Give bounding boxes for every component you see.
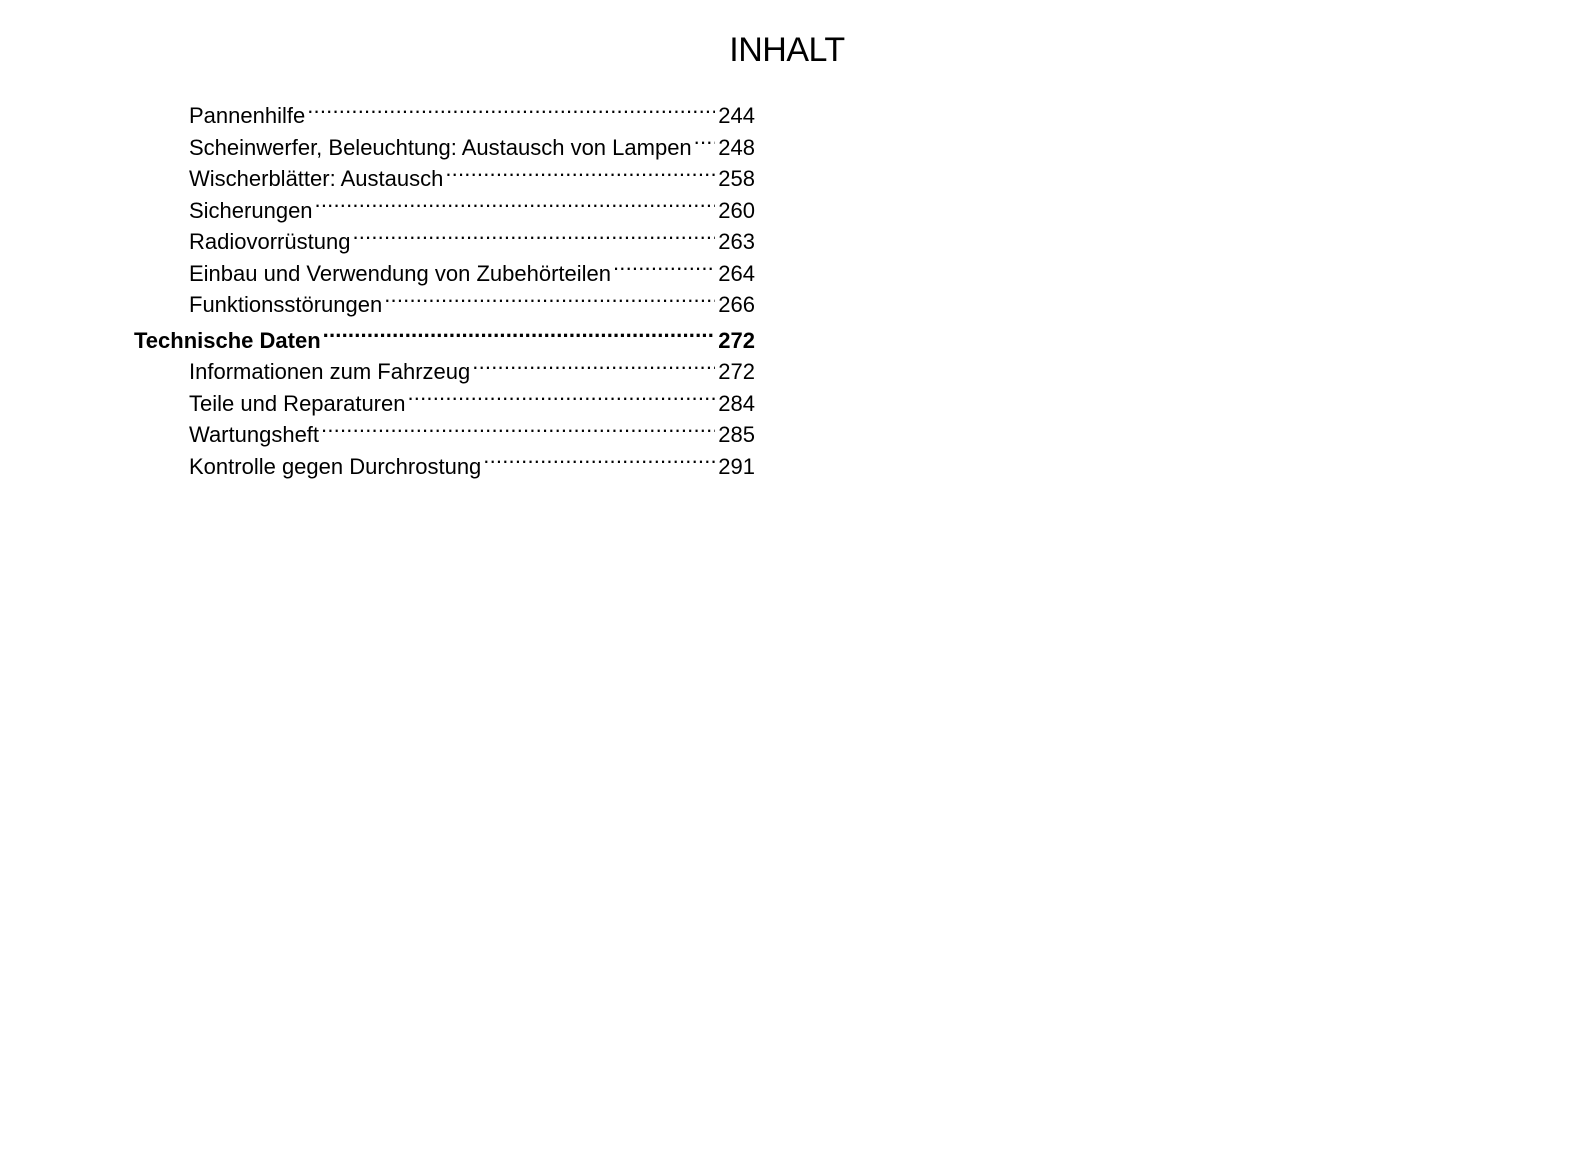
toc-entry-page: 266: [718, 292, 755, 317]
toc-entry-page: 284: [718, 390, 755, 416]
toc-entry-label: Kontrolle gegen Durchrostung: [189, 453, 482, 479]
dot-leader: [315, 196, 716, 218]
dot-leader: [483, 452, 715, 474]
toc-entry-label: Teile und Reparaturen: [189, 390, 406, 416]
toc-entry-page: 285: [718, 422, 755, 447]
toc-entry-radiovorruestung[interactable]: [134, 226, 755, 258]
toc-entry-label: Radiovorrüstung: [189, 229, 351, 254]
toc-entry-page: 244: [718, 103, 755, 128]
toc-entry-page: 291: [718, 453, 755, 479]
toc-entry-teile-reparaturen[interactable]: [134, 388, 755, 420]
toc-entry-label: Scheinwerfer, Beleuchtung: Austausch von Lampen: [189, 134, 692, 160]
toc-entry-durchrostung[interactable]: [134, 451, 755, 483]
toc-section-page: 272: [718, 327, 755, 353]
toc-entry-label: Sicherungen: [189, 197, 313, 223]
toc-entry-page: 264: [718, 260, 755, 286]
toc-entry-fahrzeuginformationen[interactable]: [134, 356, 755, 388]
toc-section-label: Technische Daten: [134, 327, 321, 353]
page-title: INHALT: [729, 31, 845, 69]
table-of-contents: [134, 100, 755, 482]
toc-entry-page: 272: [718, 359, 755, 384]
dot-leader: [472, 357, 715, 379]
toc-entry-wischerblaetter[interactable]: [134, 163, 755, 195]
toc-entry-label: Funktionsstörungen: [189, 292, 383, 317]
dot-leader: [613, 259, 715, 281]
toc-entry-page: 263: [718, 229, 755, 254]
toc-entry-label: Informationen zum Fahrzeug: [189, 359, 471, 384]
toc-entry-page: 248: [718, 134, 755, 160]
toc-entry-funktionsstoerungen[interactable]: [134, 289, 755, 321]
toc-entry-label: Pannenhilfe: [189, 103, 306, 128]
dot-leader: [321, 420, 715, 442]
toc-entry-pannenhilfe[interactable]: [134, 100, 755, 132]
dot-leader: [694, 133, 716, 155]
dot-leader: [445, 164, 715, 186]
dot-leader: [307, 101, 715, 123]
dot-leader: [407, 389, 715, 411]
dot-leader: [323, 326, 716, 348]
toc-entry-wartungsheft[interactable]: [134, 419, 755, 451]
toc-entry-scheinwerfer[interactable]: [134, 132, 755, 164]
toc-entry-label: Einbau und Verwendung von Zubehörteilen: [189, 260, 611, 286]
dot-leader: [384, 290, 715, 312]
toc-entry-zubehoerteile[interactable]: [134, 258, 755, 290]
toc-section-technische-daten[interactable]: [134, 325, 755, 357]
toc-entry-label: Wischerblätter: Austausch: [189, 166, 444, 191]
toc-entry-sicherungen[interactable]: [134, 195, 755, 227]
dot-leader: [352, 227, 715, 249]
toc-entry-page: 258: [718, 166, 755, 191]
toc-entry-page: 260: [718, 197, 755, 223]
toc-entry-label: Wartungsheft: [189, 422, 320, 447]
